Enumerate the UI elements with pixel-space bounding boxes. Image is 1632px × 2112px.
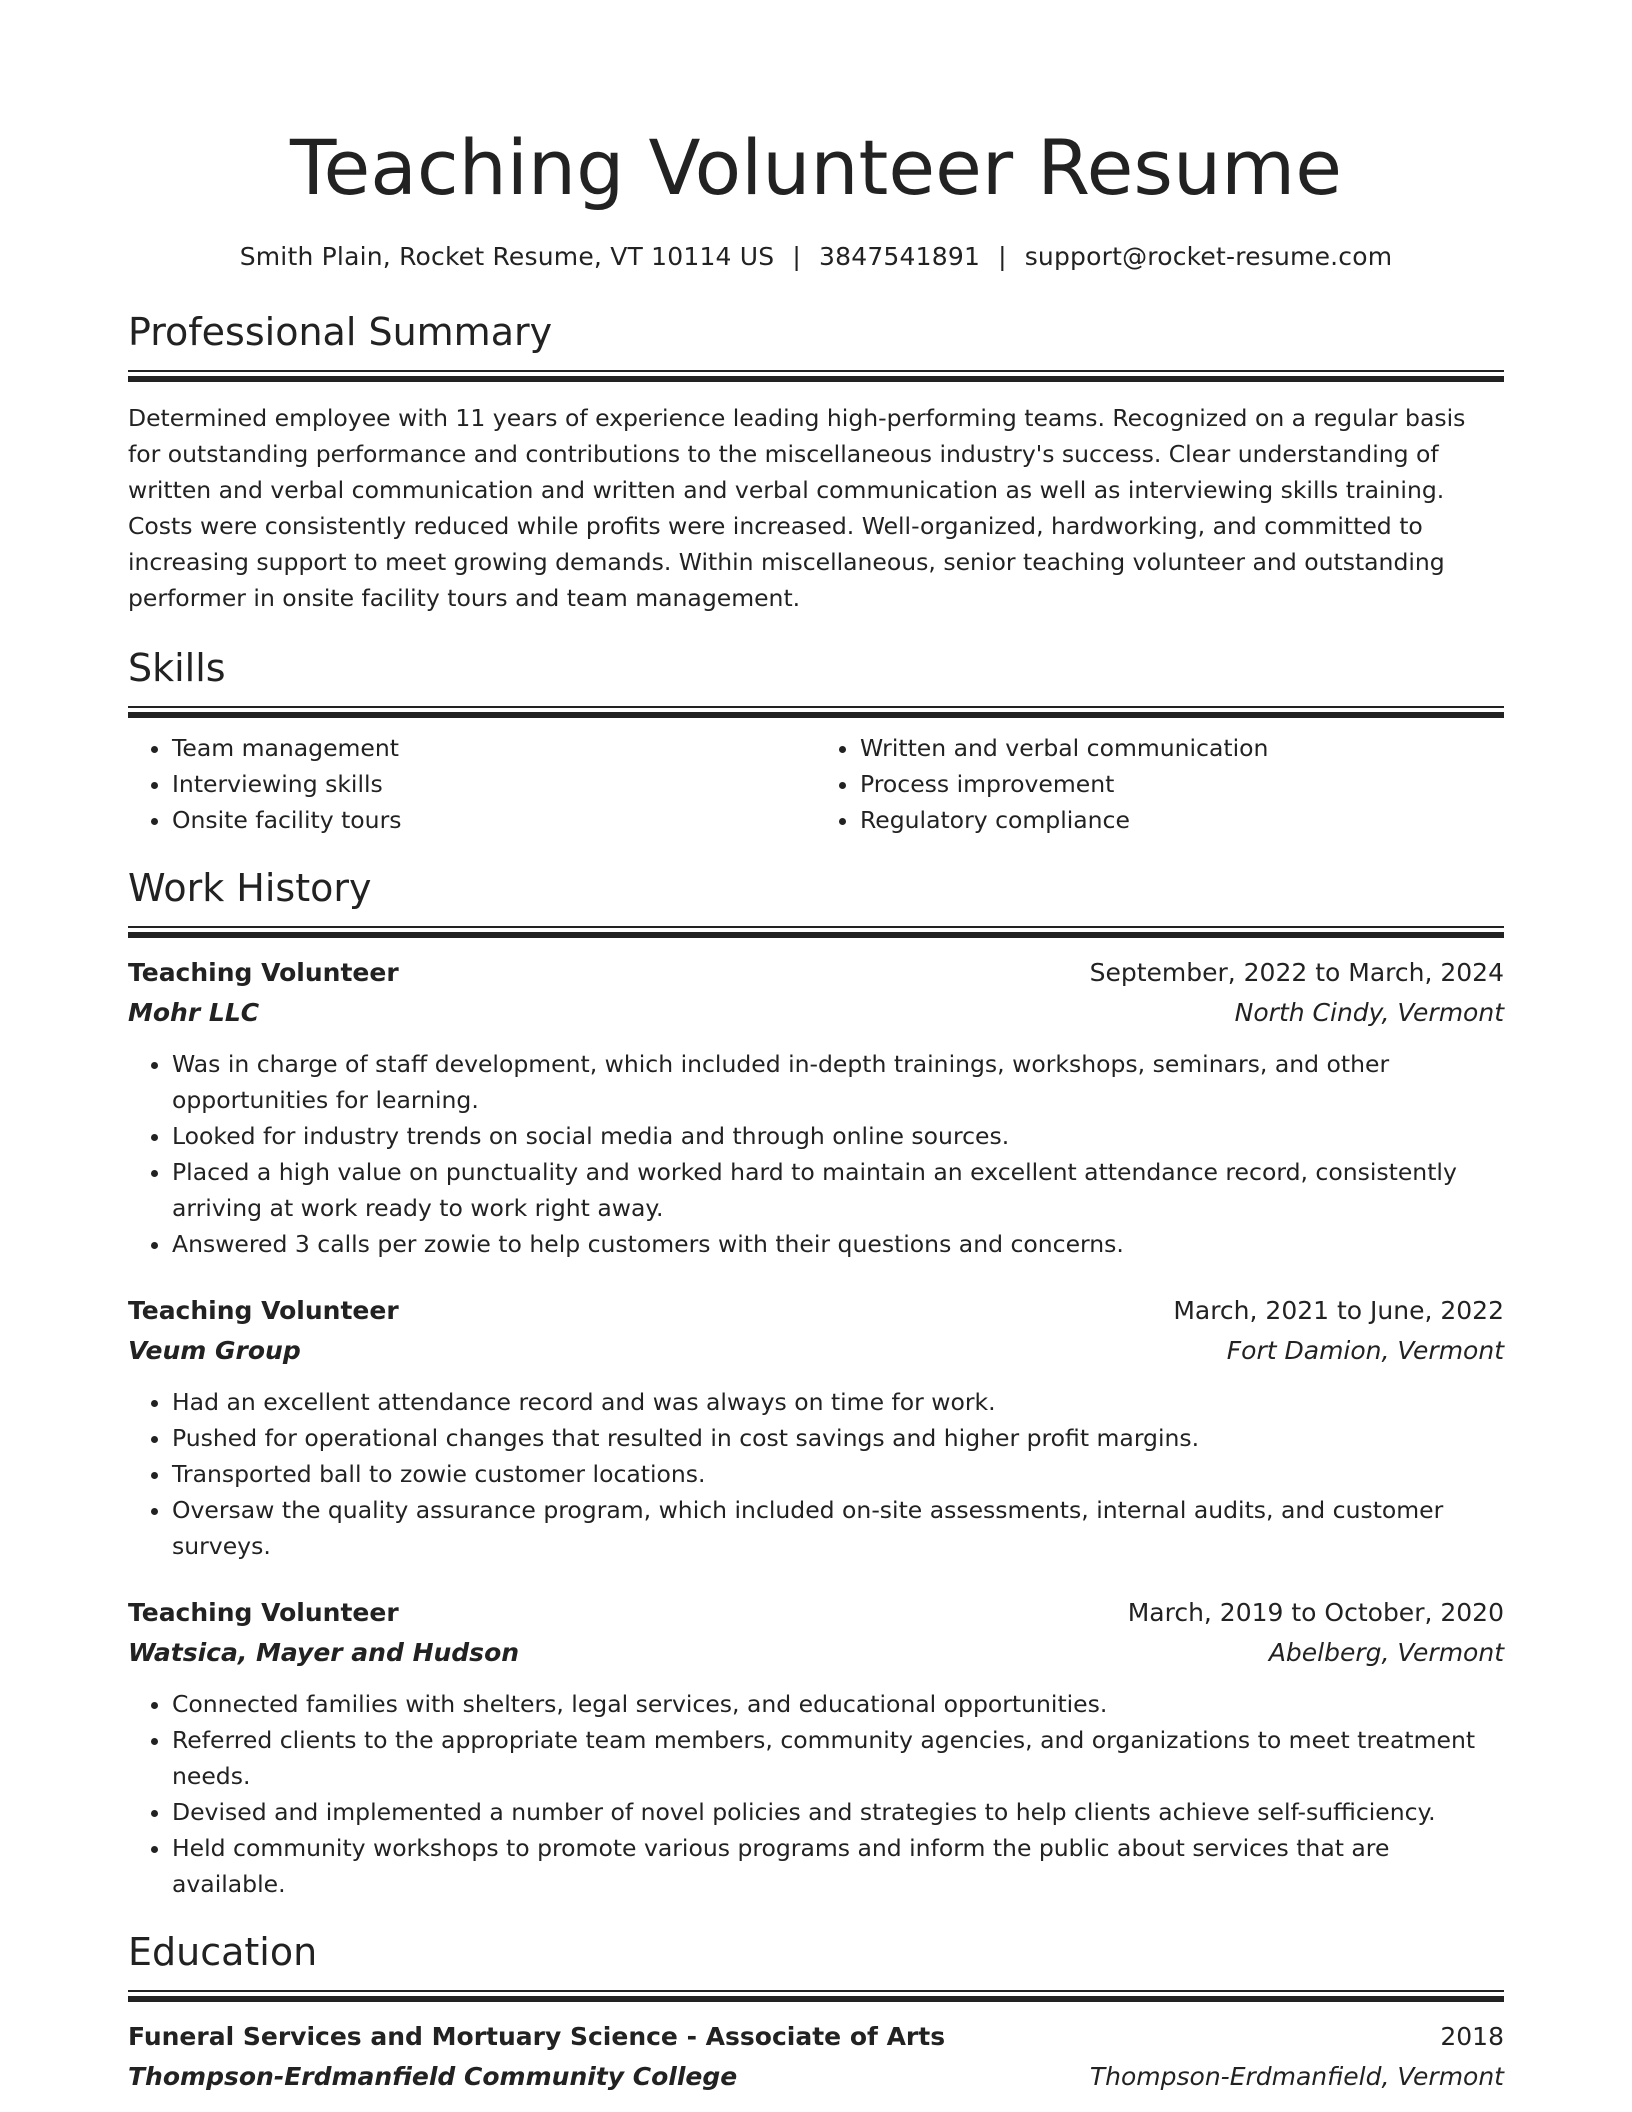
job-entry bbox=[128, 954, 1504, 1262]
job-bullet: • Transported ball to zowie customer locations. bbox=[172, 1456, 1504, 1492]
skill-item: • Process improvement bbox=[860, 766, 1504, 802]
job-bullet: • Connected families with shelters, legal services, and educational opportunities. bbox=[172, 1686, 1504, 1722]
section-divider bbox=[128, 370, 1504, 380]
contact-email: support@rocket-resume.com bbox=[1024, 242, 1393, 271]
section-heading-education: Education bbox=[128, 1930, 318, 1974]
education-entry bbox=[128, 2018, 1504, 2096]
job-title: Teaching Volunteer bbox=[128, 1598, 399, 1627]
skills-column-left bbox=[128, 730, 816, 838]
contact-line bbox=[128, 240, 1504, 274]
job-company: Mohr LLC bbox=[128, 998, 260, 1027]
job-dates: March, 2021 to June, 2022 bbox=[1173, 1296, 1504, 1325]
section-heading-summary: Professional Summary bbox=[128, 310, 553, 354]
skills-column-right bbox=[816, 730, 1504, 838]
skill-item: • Onsite facility tours bbox=[172, 802, 816, 838]
skill-item: • Team management bbox=[172, 730, 816, 766]
job-company: Veum Group bbox=[128, 1336, 301, 1365]
job-bullet: • Oversaw the quality assurance program, which included on-site assessments, internal audits, and customer surveys. bbox=[172, 1492, 1504, 1564]
skills-list bbox=[128, 730, 1504, 838]
contact-separator: | bbox=[792, 242, 801, 271]
education-year: 2018 bbox=[1440, 2022, 1504, 2051]
job-bullet: • Answered 3 calls per zowie to help customers with their questions and concerns. bbox=[172, 1226, 1504, 1262]
resume-title: Teaching Volunteer Resume bbox=[290, 123, 1342, 212]
job-title: Teaching Volunteer bbox=[128, 958, 399, 987]
section-divider bbox=[128, 706, 1504, 716]
summary-text: Determined employee with 11 years of experience leading high-performing teams. Recognized on a regular basis for outstanding performance and contributions to the miscellaneous industry's success. Clear understanding of written and verbal communication and written and verbal communication as well as interviewing skills training. Costs were consistently reduced while profits were increased. Well-organized, hardworking, and committed to increasing support to meet growing demands. Within miscellaneous, senior teaching volunteer and outstanding performer in onsite facility tours and team management. bbox=[128, 404, 1466, 612]
summary-section bbox=[128, 308, 1504, 616]
section-heading-work-history: Work History bbox=[128, 866, 372, 910]
job-bullet: • Referred clients to the appropriate team members, community agencies, and organizations to meet treatment needs. bbox=[172, 1722, 1504, 1794]
job-title: Teaching Volunteer bbox=[128, 1296, 399, 1325]
skill-item: • Written and verbal communication bbox=[860, 730, 1504, 766]
job-bullets bbox=[128, 1686, 1504, 1902]
job-company: Watsica, Mayer and Hudson bbox=[128, 1638, 520, 1667]
job-entry bbox=[128, 1594, 1504, 1902]
contact-separator: | bbox=[998, 242, 1007, 271]
contact-address: Smith Plain, Rocket Resume, VT 10114 US bbox=[239, 242, 775, 271]
job-location: North Cindy, Vermont bbox=[1234, 998, 1504, 1027]
education-section bbox=[128, 1928, 1504, 2096]
education-degree: Funeral Services and Mortuary Science - Associate of Arts bbox=[128, 2022, 946, 2051]
contact-phone: 3847541891 bbox=[819, 242, 981, 271]
job-bullets bbox=[128, 1046, 1504, 1262]
job-bullet: • Was in charge of staff development, which included in-depth trainings, workshops, seminars, and other opportunities for learning. bbox=[172, 1046, 1504, 1118]
job-bullet: • Looked for industry trends on social media and through online sources. bbox=[172, 1118, 1504, 1154]
job-bullets bbox=[128, 1384, 1504, 1564]
job-dates: September, 2022 to March, 2024 bbox=[1089, 958, 1504, 987]
job-entry bbox=[128, 1292, 1504, 1564]
section-heading-skills: Skills bbox=[128, 646, 226, 690]
job-bullet: • Devised and implemented a number of novel policies and strategies to help clients achieve self-sufficiency. bbox=[172, 1794, 1504, 1830]
section-divider bbox=[128, 926, 1504, 936]
job-location: Fort Damion, Vermont bbox=[1226, 1336, 1504, 1365]
work-history-section bbox=[128, 864, 1504, 1902]
skills-section bbox=[128, 644, 1504, 838]
job-bullet: • Held community workshops to promote various programs and inform the public about services that are available. bbox=[172, 1830, 1504, 1902]
skill-item: • Interviewing skills bbox=[172, 766, 816, 802]
job-bullet: • Placed a high value on punctuality and worked hard to maintain an excellent attendance record, consistently arriving at work ready to work right away. bbox=[172, 1154, 1504, 1226]
skill-item: • Regulatory compliance bbox=[860, 802, 1504, 838]
job-bullet: • Had an excellent attendance record and was always on time for work. bbox=[172, 1384, 1504, 1420]
job-dates: March, 2019 to October, 2020 bbox=[1127, 1598, 1504, 1627]
education-location: Thompson-Erdmanfield, Vermont bbox=[1089, 2062, 1504, 2091]
job-location: Abelberg, Vermont bbox=[1268, 1638, 1504, 1667]
section-divider bbox=[128, 1990, 1504, 2000]
education-school: Thompson-Erdmanfield Community College bbox=[128, 2062, 738, 2091]
job-bullet: • Pushed for operational changes that resulted in cost savings and higher profit margins. bbox=[172, 1420, 1504, 1456]
